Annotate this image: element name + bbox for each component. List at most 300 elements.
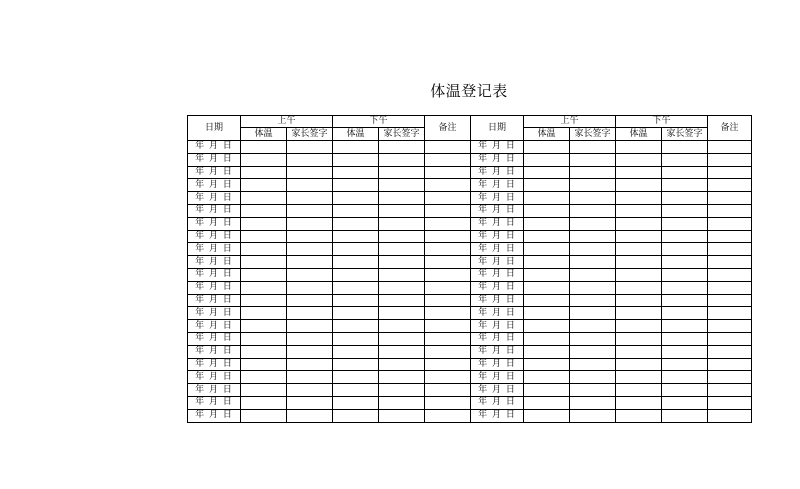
date-cell: 年 月 日 [188,320,241,333]
table-row [188,204,752,217]
morning-temperature-cell[interactable] [524,192,570,205]
afternoon-signature-cell[interactable] [379,320,425,333]
date-cell: 年 月 日 [188,256,241,269]
morning-signature-cell[interactable] [570,396,616,409]
morning-temperature-cell[interactable] [524,153,570,166]
morning-temperature-cell[interactable] [241,230,287,243]
morning-signature-cell[interactable] [570,204,616,217]
morning-temperature-cell[interactable] [241,141,287,154]
notes-cell[interactable] [708,166,752,179]
afternoon-signature-cell[interactable] [379,396,425,409]
afternoon-temperature-cell[interactable] [616,345,662,358]
morning-signature-cell[interactable] [287,396,333,409]
morning-signature-cell[interactable] [570,192,616,205]
afternoon-signature-cell[interactable] [379,243,425,256]
notes-cell[interactable] [708,204,752,217]
afternoon-signature-cell[interactable] [379,230,425,243]
date-cell: 年 月 日 [471,281,524,294]
morning-temperature-header: 体温 [241,128,287,141]
morning-signature-cell[interactable] [570,371,616,384]
afternoon-signature-cell[interactable] [662,230,708,243]
morning-signature-cell[interactable] [287,256,333,269]
table-row [188,141,752,154]
notes-cell[interactable] [708,243,752,256]
notes-header: 备注 [708,116,752,141]
afternoon-signature-cell[interactable] [379,409,425,422]
morning-signature-cell[interactable] [287,409,333,422]
morning-temperature-cell[interactable] [241,332,287,345]
morning-temperature-cell[interactable] [524,396,570,409]
morning-temperature-cell[interactable] [241,294,287,307]
date-cell: 年 月 日 [188,192,241,205]
afternoon-temperature-cell[interactable] [333,141,379,154]
afternoon-signature-cell[interactable] [379,192,425,205]
afternoon-temperature-cell[interactable] [333,396,379,409]
afternoon-temperature-cell[interactable] [616,307,662,320]
afternoon-temperature-cell[interactable] [616,204,662,217]
morning-signature-cell[interactable] [287,166,333,179]
morning-temperature-cell[interactable] [241,217,287,230]
date-cell: 年 月 日 [188,166,241,179]
notes-cell[interactable] [425,371,471,384]
table-row [188,166,752,179]
notes-cell[interactable] [425,358,471,371]
afternoon-temperature-cell[interactable] [333,307,379,320]
date-cell: 年 月 日 [188,268,241,281]
date-cell: 年 月 日 [471,268,524,281]
afternoon-temperature-cell[interactable] [333,179,379,192]
afternoon-signature-header: 家长签字 [662,128,708,141]
morning-signature-cell[interactable] [287,320,333,333]
date-cell: 年 月 日 [471,409,524,422]
afternoon-temperature-cell[interactable] [616,281,662,294]
morning-temperature-cell[interactable] [241,204,287,217]
morning-temperature-cell[interactable] [524,371,570,384]
morning-temperature-cell[interactable] [524,141,570,154]
morning-signature-cell[interactable] [287,345,333,358]
table-row [188,243,752,256]
afternoon-temperature-cell[interactable] [616,179,662,192]
table-row [188,332,752,345]
table-row [188,217,752,230]
date-cell: 年 月 日 [471,294,524,307]
afternoon-signature-cell[interactable] [379,166,425,179]
afternoon-temperature-header: 体温 [333,128,379,141]
morning-signature-cell[interactable] [570,320,616,333]
morning-signature-cell[interactable] [570,332,616,345]
morning-temperature-cell[interactable] [241,320,287,333]
morning-signature-cell[interactable] [287,371,333,384]
afternoon-signature-cell[interactable] [662,204,708,217]
afternoon-temperature-cell[interactable] [616,141,662,154]
date-cell: 年 月 日 [188,141,241,154]
morning-temperature-cell[interactable] [524,320,570,333]
notes-cell[interactable] [425,153,471,166]
afternoon-temperature-cell[interactable] [333,256,379,269]
page-title: 体温登记表 [430,82,508,100]
date-cell: 年 月 日 [471,358,524,371]
date-cell: 年 月 日 [471,307,524,320]
notes-cell[interactable] [708,179,752,192]
afternoon-temperature-cell[interactable] [333,294,379,307]
date-cell: 年 月 日 [188,243,241,256]
afternoon-signature-cell[interactable] [379,332,425,345]
afternoon-temperature-cell[interactable] [616,217,662,230]
morning-signature-cell[interactable] [287,179,333,192]
afternoon-signature-cell[interactable] [662,243,708,256]
date-cell: 年 月 日 [188,371,241,384]
notes-cell[interactable] [425,345,471,358]
afternoon-temperature-cell[interactable] [333,320,379,333]
date-cell: 年 月 日 [188,345,241,358]
afternoon-signature-cell[interactable] [662,307,708,320]
afternoon-signature-cell[interactable] [662,409,708,422]
date-cell: 年 月 日 [471,332,524,345]
date-cell: 年 月 日 [188,153,241,166]
afternoon-signature-cell[interactable] [662,217,708,230]
morning-temperature-cell[interactable] [241,179,287,192]
afternoon-temperature-cell[interactable] [333,230,379,243]
afternoon-signature-cell[interactable] [662,179,708,192]
date-cell: 年 月 日 [471,217,524,230]
notes-cell[interactable] [708,345,752,358]
notes-cell[interactable] [425,409,471,422]
notes-cell[interactable] [425,281,471,294]
notes-cell[interactable] [425,307,471,320]
afternoon-temperature-cell[interactable] [333,153,379,166]
afternoon-signature-cell[interactable] [379,153,425,166]
notes-cell[interactable] [708,294,752,307]
notes-cell[interactable] [425,256,471,269]
morning-signature-cell[interactable] [287,358,333,371]
notes-cell[interactable] [425,179,471,192]
morning-signature-cell[interactable] [570,179,616,192]
notes-cell[interactable] [708,307,752,320]
date-header: 日期 [188,116,241,141]
notes-cell[interactable] [708,192,752,205]
afternoon-temperature-header: 体温 [616,128,662,141]
notes-cell[interactable] [425,332,471,345]
afternoon-signature-cell[interactable] [662,256,708,269]
date-cell: 年 月 日 [188,396,241,409]
date-cell: 年 月 日 [471,204,524,217]
date-cell: 年 月 日 [188,294,241,307]
table-row [188,179,752,192]
afternoon-temperature-cell[interactable] [616,384,662,397]
afternoon-temperature-cell[interactable] [616,153,662,166]
morning-temperature-cell[interactable] [241,371,287,384]
date-cell: 年 月 日 [471,384,524,397]
afternoon-signature-cell[interactable] [662,371,708,384]
morning-temperature-cell[interactable] [524,358,570,371]
afternoon-temperature-cell[interactable] [616,192,662,205]
afternoon-signature-cell[interactable] [662,384,708,397]
table-row [188,268,752,281]
afternoon-temperature-cell[interactable] [616,358,662,371]
afternoon-signature-cell[interactable] [379,179,425,192]
morning-signature-cell[interactable] [570,243,616,256]
notes-cell[interactable] [425,204,471,217]
afternoon-temperature-cell[interactable] [333,332,379,345]
date-cell: 年 月 日 [471,230,524,243]
morning-temperature-cell[interactable] [241,307,287,320]
morning-temperature-cell[interactable] [524,294,570,307]
notes-cell[interactable] [708,141,752,154]
morning-temperature-cell[interactable] [241,192,287,205]
morning-signature-header: 家长签字 [570,128,616,141]
afternoon-temperature-cell[interactable] [333,192,379,205]
afternoon-signature-cell[interactable] [379,268,425,281]
morning-signature-cell[interactable] [570,268,616,281]
date-cell: 年 月 日 [471,371,524,384]
morning-header: 上午 [524,116,616,128]
morning-signature-header: 家长签字 [287,128,333,141]
morning-temperature-cell[interactable] [524,230,570,243]
notes-cell[interactable] [425,384,471,397]
table-row [188,384,752,397]
notes-cell[interactable] [425,396,471,409]
morning-temperature-cell[interactable] [524,256,570,269]
table-row [188,294,752,307]
morning-temperature-header: 体温 [524,128,570,141]
morning-temperature-cell[interactable] [241,153,287,166]
morning-temperature-cell[interactable] [524,281,570,294]
morning-signature-cell[interactable] [570,256,616,269]
notes-cell[interactable] [708,268,752,281]
morning-temperature-cell[interactable] [524,345,570,358]
afternoon-temperature-cell[interactable] [333,243,379,256]
afternoon-signature-cell[interactable] [662,294,708,307]
notes-cell[interactable] [425,230,471,243]
morning-signature-cell[interactable] [287,230,333,243]
afternoon-signature-cell[interactable] [662,320,708,333]
notes-cell[interactable] [425,243,471,256]
date-cell: 年 月 日 [471,192,524,205]
afternoon-signature-header: 家长签字 [379,128,425,141]
morning-temperature-cell[interactable] [524,217,570,230]
table-row [188,409,752,422]
table-row [188,371,752,384]
date-cell: 年 月 日 [188,230,241,243]
notes-cell[interactable] [425,166,471,179]
date-cell: 年 月 日 [188,332,241,345]
afternoon-temperature-cell[interactable] [616,268,662,281]
date-cell: 年 月 日 [471,153,524,166]
morning-temperature-cell[interactable] [241,256,287,269]
morning-signature-cell[interactable] [287,332,333,345]
afternoon-signature-cell[interactable] [379,345,425,358]
notes-cell[interactable] [708,358,752,371]
table-row [188,396,752,409]
morning-signature-cell[interactable] [570,230,616,243]
notes-cell[interactable] [708,153,752,166]
afternoon-signature-cell[interactable] [662,332,708,345]
afternoon-signature-cell[interactable] [662,141,708,154]
notes-cell[interactable] [708,281,752,294]
afternoon-temperature-cell[interactable] [333,268,379,281]
morning-signature-cell[interactable] [287,268,333,281]
notes-cell[interactable] [708,217,752,230]
afternoon-signature-cell[interactable] [662,358,708,371]
notes-cell[interactable] [708,384,752,397]
date-cell: 年 月 日 [188,217,241,230]
log-body [188,141,752,423]
afternoon-temperature-cell[interactable] [616,320,662,333]
morning-signature-cell[interactable] [570,166,616,179]
date-cell: 年 月 日 [471,141,524,154]
morning-signature-cell[interactable] [287,153,333,166]
morning-temperature-cell[interactable] [524,204,570,217]
date-cell: 年 月 日 [188,384,241,397]
morning-signature-cell[interactable] [570,358,616,371]
afternoon-temperature-cell[interactable] [333,204,379,217]
morning-signature-cell[interactable] [570,153,616,166]
morning-signature-cell[interactable] [287,204,333,217]
notes-cell[interactable] [425,294,471,307]
afternoon-temperature-cell[interactable] [616,409,662,422]
morning-signature-cell[interactable] [287,192,333,205]
morning-signature-cell[interactable] [287,281,333,294]
date-cell: 年 月 日 [188,409,241,422]
morning-signature-cell[interactable] [570,141,616,154]
notes-cell[interactable] [708,230,752,243]
morning-temperature-cell[interactable] [524,307,570,320]
date-cell: 年 月 日 [188,179,241,192]
notes-cell[interactable] [708,256,752,269]
morning-signature-cell[interactable] [287,141,333,154]
afternoon-temperature-cell[interactable] [333,281,379,294]
morning-temperature-cell[interactable] [241,281,287,294]
morning-temperature-cell[interactable] [524,384,570,397]
table-row [188,345,752,358]
afternoon-temperature-cell[interactable] [333,358,379,371]
notes-cell[interactable] [708,409,752,422]
afternoon-header: 下午 [616,116,708,128]
notes-cell[interactable] [708,332,752,345]
date-cell: 年 月 日 [471,256,524,269]
afternoon-temperature-cell[interactable] [616,166,662,179]
afternoon-signature-cell[interactable] [379,256,425,269]
morning-temperature-cell[interactable] [524,166,570,179]
afternoon-signature-cell[interactable] [662,281,708,294]
afternoon-signature-cell[interactable] [662,192,708,205]
afternoon-signature-cell[interactable] [662,345,708,358]
morning-temperature-cell[interactable] [524,332,570,345]
afternoon-signature-cell[interactable] [379,358,425,371]
table-row [188,256,752,269]
afternoon-signature-cell[interactable] [662,268,708,281]
morning-temperature-cell[interactable] [524,268,570,281]
afternoon-temperature-cell[interactable] [616,371,662,384]
morning-signature-cell[interactable] [570,217,616,230]
table-row [188,307,752,320]
notes-header: 备注 [425,116,471,141]
morning-temperature-cell[interactable] [524,409,570,422]
table-row [188,192,752,205]
morning-signature-cell[interactable] [570,345,616,358]
morning-signature-cell[interactable] [287,243,333,256]
morning-temperature-cell[interactable] [524,243,570,256]
date-cell: 年 月 日 [471,345,524,358]
afternoon-signature-cell[interactable] [662,396,708,409]
afternoon-temperature-cell[interactable] [333,166,379,179]
morning-signature-cell[interactable] [287,307,333,320]
afternoon-temperature-cell[interactable] [616,332,662,345]
notes-cell[interactable] [708,371,752,384]
morning-signature-cell[interactable] [570,409,616,422]
morning-temperature-cell[interactable] [241,358,287,371]
afternoon-header: 下午 [333,116,425,128]
morning-temperature-cell[interactable] [524,179,570,192]
morning-header: 上午 [241,116,333,128]
table-row [188,230,752,243]
temperature-log-table [187,115,752,423]
date-cell: 年 月 日 [188,204,241,217]
afternoon-signature-cell[interactable] [379,294,425,307]
morning-temperature-cell[interactable] [241,166,287,179]
morning-signature-cell[interactable] [570,384,616,397]
date-cell: 年 月 日 [188,358,241,371]
morning-signature-cell[interactable] [570,294,616,307]
date-cell: 年 月 日 [471,179,524,192]
date-cell: 年 月 日 [471,320,524,333]
afternoon-signature-cell[interactable] [662,166,708,179]
morning-temperature-cell[interactable] [241,409,287,422]
notes-cell[interactable] [425,217,471,230]
morning-temperature-cell[interactable] [241,243,287,256]
afternoon-temperature-cell[interactable] [616,243,662,256]
notes-cell[interactable] [708,320,752,333]
date-cell: 年 月 日 [188,307,241,320]
morning-temperature-cell[interactable] [241,396,287,409]
afternoon-temperature-cell[interactable] [616,230,662,243]
morning-temperature-cell[interactable] [241,268,287,281]
notes-cell[interactable] [425,192,471,205]
afternoon-signature-cell[interactable] [379,217,425,230]
afternoon-signature-cell[interactable] [379,204,425,217]
afternoon-temperature-cell[interactable] [616,294,662,307]
morning-signature-cell[interactable] [570,307,616,320]
notes-cell[interactable] [708,396,752,409]
afternoon-signature-cell[interactable] [379,307,425,320]
afternoon-temperature-cell[interactable] [333,345,379,358]
header-row-top [188,116,752,128]
table-row [188,358,752,371]
afternoon-temperature-cell[interactable] [616,256,662,269]
afternoon-signature-cell[interactable] [662,153,708,166]
afternoon-temperature-cell[interactable] [333,384,379,397]
morning-signature-cell[interactable] [287,384,333,397]
table-row [188,281,752,294]
afternoon-signature-cell[interactable] [379,141,425,154]
afternoon-temperature-cell[interactable] [333,371,379,384]
notes-cell[interactable] [425,141,471,154]
morning-signature-cell[interactable] [287,217,333,230]
afternoon-signature-cell[interactable] [379,384,425,397]
afternoon-temperature-cell[interactable] [616,396,662,409]
notes-cell[interactable] [425,268,471,281]
afternoon-temperature-cell[interactable] [333,217,379,230]
morning-signature-cell[interactable] [570,281,616,294]
notes-cell[interactable] [425,320,471,333]
morning-signature-cell[interactable] [287,294,333,307]
afternoon-temperature-cell[interactable] [333,409,379,422]
morning-temperature-cell[interactable] [241,345,287,358]
date-cell: 年 月 日 [471,396,524,409]
afternoon-signature-cell[interactable] [379,371,425,384]
morning-temperature-cell[interactable] [241,384,287,397]
afternoon-signature-cell[interactable] [379,281,425,294]
